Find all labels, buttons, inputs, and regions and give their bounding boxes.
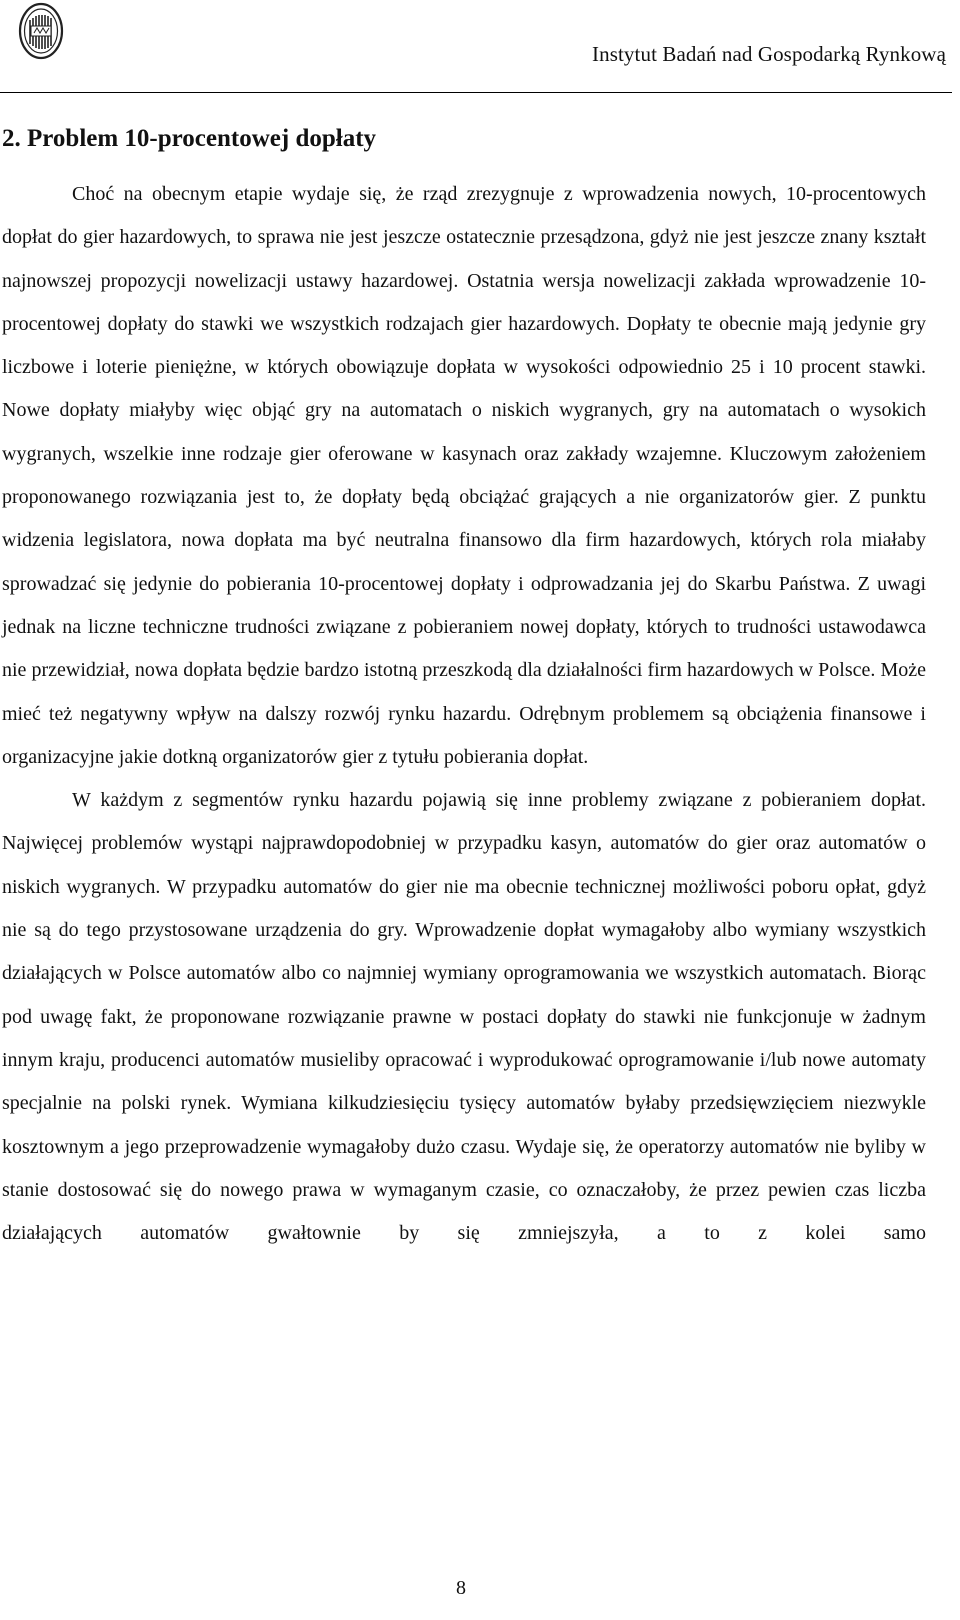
section-heading: 2. Problem 10-procentowej dopłaty (2, 125, 377, 152)
paragraph-1: Choć na obecnym etapie wydaje się, że rząd zrezygnuje z wprowadzenia nowych, 10-procentowych dopłat do gier hazardowych, to sprawa nie jest jeszcze ostatecznie przesądzona, gdyż nie jest jeszcze znany kształt najnowszej propozycji nowelizacji ustawy hazardowej. Ostatnia wersja nowelizacji zakłada wprowadzenie 10-procentowej dopłaty do stawki we wszystkich rodzajach gier hazardowych. Dopłaty te obecnie mają jedynie gry liczbowe i loterie pieniężne, w których obowiązuje dopłata w wysokości odpowiednio 25 i 10 procent stawki. Nowe dopłaty miałyby więc objąć gry na automatach o niskich wygranych, gry na automatach o wysokich wygranych, wszelkie inne rodzaje gier oferowane w kasynach oraz zakłady wzajemne. Kluczowym założeniem proponowanego rozwiązania jest to, że dopłaty będą obciążać grających a nie organizatorów gier. Z punktu widzenia legislatora, nowa dopłata ma być neutralna finansowo dla firm hazardowych, których rola miałaby sprowadzać się jedynie do pobierania 10-procentowej dopłaty i odprowadzania jej do Skarbu Państwa. Z uwagi jednak na liczne techniczne trudności związane z pobieraniem nowej dopłaty, których to trudności ustawodawca nie przewidział, nowa dopłata będzie bardzo istotną przeszkodą dla działalności firm hazardowych w Polsce. Może mieć też negatywny wpływ na dalszy rozwój rynku hazardu. Odrębnym problemem są obciążenia finansowe i organizacyjne jakie dotkną organizatorów gier z tytułu pobierania dopłat. (2, 183, 926, 768)
paragraph-2: W każdym z segmentów rynku hazardu pojawią się inne problemy związane z pobieraniem dopłat. Najwięcej problemów wystąpi najprawdopodobniej w przypadku kasyn, automatów do gier oraz automatów o niskich wygranych. W przypadku automatów do gier nie ma obecnie technicznej możliwości poboru opłat, gdyż nie są do tego przystosowane urządzenia do gry. Wprowadzenie dopłat wymagałoby albo wymiany wszystkich działających w Polsce automatów albo co najmniej wymiany oprogramowania we wszystkich automatach. Biorąc pod uwagę fakt, że proponowane rozwiązanie prawne w postaci dopłaty do stawki nie funkcjonuje w żadnym innym kraju, producenci automatów musieliby opracować i wyprodukować oprogramowanie i/lub nowe automaty specjalnie na polski rynek. Wymiana kilkudziesięciu tysięcy automatów byłaby przedsięwzięciem niezwykle kosztownym a jego przeprowadzenie wymagałoby dużo czasu. Wydaje się, że operatorzy automatów nie byliby w stanie dostosować się do nowego prawa w wymaganym czasie, co oznaczałoby, że przez pewien czas liczba działających automatów gwałtownie by się zmniejszyła, a to z kolei samo (2, 789, 926, 1245)
institute-logo-icon (18, 2, 64, 60)
document-body (2, 173, 926, 1255)
page-number: 8 (456, 1577, 466, 1599)
header-divider (0, 92, 952, 93)
header-institute-name: Instytut Badań nad Gospodarką Rynkową (592, 42, 946, 66)
